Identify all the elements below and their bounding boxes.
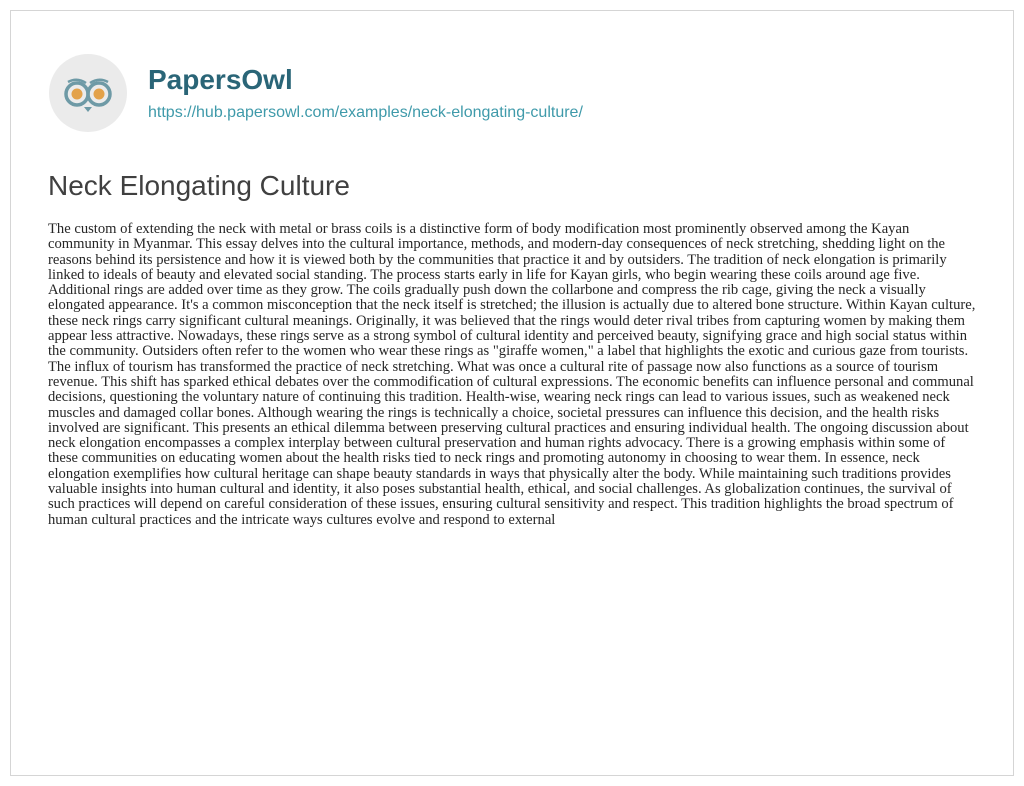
brand-block	[148, 63, 583, 123]
essay-title: Neck Elongating Culture	[48, 170, 350, 201]
source-url-link[interactable]: https://hub.papersowl.com/examples/neck-elongating-culture/	[148, 104, 583, 121]
header	[48, 58, 583, 128]
owl-eyes-icon	[48, 53, 128, 133]
essay-body: The custom of extending the neck with metal or brass coils is a distinctive form of body modification most prominently observed among the Kayan community in Myanmar. This essay delves into the cultural importance, methods, and modern-day consequences of neck stretching, shedding light on the reasons behind its persistence and how it is viewed both by the communities that practice it and by outsiders. The tradition of neck elongation is primarily linked to ideals of beauty and elevated social standing. The process starts early in life for Kayan girls, who begin wearing these coils around age five. Additional rings are added over time as they grow. The coils gradually push down the collarbone and compress the rib cage, giving the neck a visually elongated appearance. It's a common misconception that the neck itself is stretched; the illusion is actually due to altered bone structure. Within Kayan culture, these neck rings carry significant cultural meanings. Originally, it was believed that the rings would deter rival tribes from capturing women by making them appear less attractive. Nowadays, these rings serve as a strong symbol of cultural identity and perceived beauty, signifying grace and high social status within the community. Outsiders often refer to the women who wear these rings as "giraffe women," a label that highlights the exotic and curious gaze from tourists. The influx of tourism has transformed the practice of neck stretching. What was once a cultural rite of passage now also functions as a source of tourism revenue. This shift has sparked ethical debates over the commodification of cultural expressions. The economic benefits can influence personal and communal decisions, questioning the voluntary nature of continuing this tradition. Health-wise, wearing neck rings can lead to various issues, such as weakened neck muscles and damaged collar bones. Although wearing the rings is technically a choice, societal pressures can influence this decision, and the health risks involved are significant. This presents an ethical dilemma between preserving cultural practices and ensuring individual health. The ongoing discussion about neck elongation encompasses a complex interplay between cultural preservation and human rights advocacy. There is a growing emphasis within some of these communities on educating women about the health risks tied to neck rings and promoting autonomy in choosing to wear them. In essence, neck elongation exemplifies how cultural heritage can shape beauty standards in ways that physically alter the body. While maintaining such traditions provides valuable insights into human cultural and identity, it also poses substantial health, ethical, and social challenges. As globalization continues, the survival of such practices will depend on careful consideration of these issues, ensuring cultural sensitivity and respect. This tradition highlights the broad spectrum of human cultural practices and the intricate ways cultures evolve and respond to external	[48, 221, 976, 528]
brand-name: PapersOwl	[148, 64, 293, 95]
